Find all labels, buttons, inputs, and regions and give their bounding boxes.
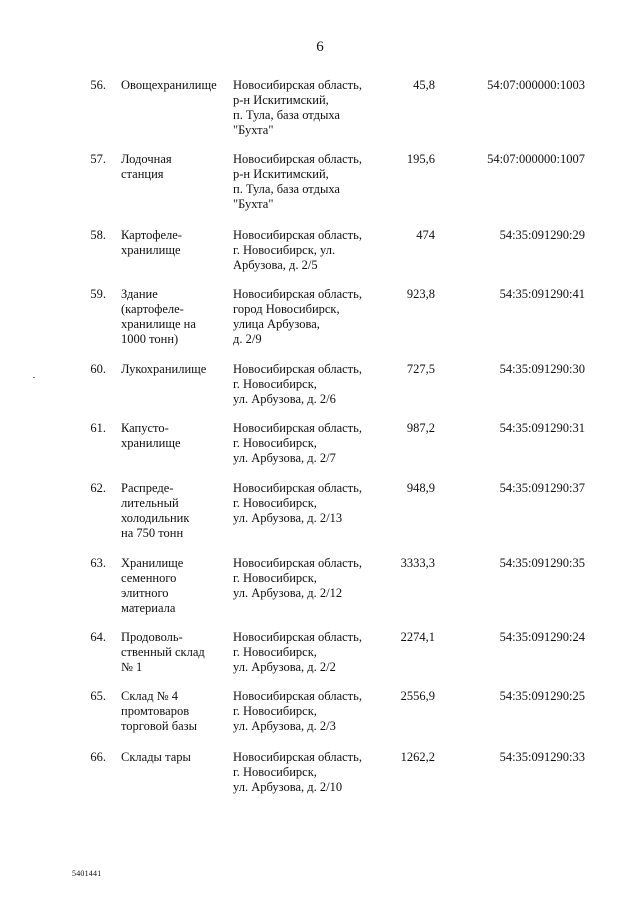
object-area: 3333,3 [400, 556, 435, 570]
object-address-line: улица Арбузова, [233, 317, 320, 331]
object-name-line: Картофеле- [121, 228, 182, 242]
object-name-line: Лодочная [121, 152, 172, 166]
row-number: 65. [90, 689, 106, 703]
object-name-line: Продоволь- [121, 630, 183, 644]
object-address-line: "Бухта" [233, 123, 274, 137]
object-address-line: ул. Арбузова, д. 2/13 [233, 511, 343, 525]
cadastral-number: 54:07:000000:1003 [487, 78, 585, 92]
object-name-line: Здание [121, 287, 158, 301]
object-address [233, 556, 383, 601]
object-address [233, 287, 383, 347]
object-name-line: ственный склад [121, 645, 205, 659]
object-name-line: (картофеле- [121, 302, 184, 316]
object-name-line: Склады тары [121, 750, 191, 764]
object-name [121, 481, 229, 541]
object-address-line: Новосибирская область, [233, 630, 362, 644]
object-name-line: Капусто- [121, 421, 169, 435]
object-address-line: г. Новосибирск, [233, 496, 317, 510]
object-area: 195,6 [406, 152, 435, 166]
row-number: 56. [90, 78, 106, 92]
object-address-line: Новосибирская область, [233, 78, 362, 92]
object-address [233, 481, 383, 526]
row-number: 59. [90, 287, 106, 301]
object-address-line: Новосибирская область, [233, 481, 362, 495]
object-name-line: лительный [121, 496, 179, 510]
object-name-line: станция [121, 167, 164, 181]
object-address-line: г. Новосибирск, [233, 377, 317, 391]
page-number: 6 [316, 39, 324, 55]
object-address-line: р-н Искитимский, [233, 167, 329, 181]
object-address-line: ул. Арбузова, д. 2/6 [233, 392, 336, 406]
object-address-line: р-н Искитимский, [233, 93, 329, 107]
object-name-line: на 750 тонн [121, 526, 184, 540]
object-address-line: Новосибирская область, [233, 152, 362, 166]
object-name-line: семенного [121, 571, 177, 585]
object-name-line: Хранилище [121, 556, 184, 570]
scan-mark [33, 377, 35, 378]
object-address-line: город Новосибирск, [233, 302, 340, 316]
object-address [233, 689, 383, 734]
object-address [233, 421, 383, 466]
object-address-line: Новосибирская область, [233, 421, 362, 435]
object-name [121, 228, 229, 258]
object-address-line: п. Тула, база отдыха [233, 182, 340, 196]
object-name-line: Распреде- [121, 481, 174, 495]
object-address-line: г. Новосибирск, [233, 704, 317, 718]
object-address [233, 750, 383, 795]
object-address [233, 228, 383, 273]
object-address-line: ул. Арбузова, д. 2/7 [233, 451, 336, 465]
object-address-line: ул. Арбузова, д. 2/12 [233, 586, 343, 600]
object-name-line: торговой базы [121, 719, 197, 733]
object-area: 1262,2 [400, 750, 435, 764]
cadastral-number: 54:35:091290:33 [499, 750, 585, 764]
object-address-line: Новосибирская область, [233, 362, 362, 376]
object-name [121, 630, 229, 675]
object-address-line: г. Новосибирск, ул. [233, 243, 336, 257]
cadastral-number: 54:07:000000:1007 [487, 152, 585, 166]
cadastral-number: 54:35:091290:35 [499, 556, 585, 570]
object-name-line: № 1 [121, 660, 143, 674]
cadastral-number: 54:35:091290:30 [499, 362, 585, 376]
object-name-line: хранилище на [121, 317, 196, 331]
row-number: 62. [90, 481, 106, 495]
row-number: 58. [90, 228, 106, 242]
object-name-line: Лукохранилище [121, 362, 207, 376]
object-name-line: материала [121, 601, 176, 615]
object-name [121, 556, 229, 616]
object-area: 2274,1 [400, 630, 435, 644]
object-name [121, 287, 229, 347]
cadastral-number: 54:35:091290:41 [499, 287, 585, 301]
row-number: 64. [90, 630, 106, 644]
object-address-line: ул. Арбузова, д. 2/10 [233, 780, 343, 794]
object-area: 987,2 [406, 421, 435, 435]
object-name-line: хранилище [121, 243, 181, 257]
object-address-line: ул. Арбузова, д. 2/2 [233, 660, 336, 674]
object-address [233, 152, 383, 212]
object-address-line: п. Тула, база отдыха [233, 108, 340, 122]
object-area: 474 [416, 228, 435, 242]
object-address [233, 630, 383, 675]
object-address-line: Новосибирская область, [233, 689, 362, 703]
object-address-line: г. Новосибирск, [233, 765, 317, 779]
object-address-line: Арбузова, д. 2/5 [233, 258, 318, 272]
object-name [121, 750, 229, 765]
cadastral-number: 54:35:091290:37 [499, 481, 585, 495]
object-name-line: холодильник [121, 511, 190, 525]
object-name-line: элитного [121, 586, 169, 600]
row-number: 60. [90, 362, 106, 376]
row-number: 61. [90, 421, 106, 435]
object-name-line: хранилище [121, 436, 181, 450]
object-address-line: г. Новосибирск, [233, 436, 317, 450]
object-address-line: ул. Арбузова, д. 2/3 [233, 719, 336, 733]
object-name [121, 152, 229, 182]
object-name [121, 362, 229, 377]
object-name-line: промтоваров [121, 704, 190, 718]
row-number: 66. [90, 750, 106, 764]
cadastral-number: 54:35:091290:31 [499, 421, 585, 435]
object-area: 2556,9 [400, 689, 435, 703]
object-address [233, 78, 383, 138]
document-code: 5401441 [72, 869, 102, 878]
row-number: 63. [90, 556, 106, 570]
object-address-line: г. Новосибирск, [233, 645, 317, 659]
object-address-line: Новосибирская область, [233, 750, 362, 764]
object-name-line: 1000 тонн) [121, 332, 179, 346]
object-name [121, 689, 229, 734]
object-name-line: Овощехранилище [121, 78, 217, 92]
object-area: 45,8 [413, 78, 435, 92]
object-area: 923,8 [406, 287, 435, 301]
object-address [233, 362, 383, 407]
object-address-line: "Бухта" [233, 197, 274, 211]
object-address-line: Новосибирская область, [233, 287, 362, 301]
cadastral-number: 54:35:091290:25 [499, 689, 585, 703]
object-address-line: Новосибирская область, [233, 556, 362, 570]
object-address-line: г. Новосибирск, [233, 571, 317, 585]
cadastral-number: 54:35:091290:29 [499, 228, 585, 242]
object-address-line: Новосибирская область, [233, 228, 362, 242]
row-number: 57. [90, 152, 106, 166]
object-address-line: д. 2/9 [233, 332, 262, 346]
object-name-line: Склад № 4 [121, 689, 178, 703]
object-name [121, 78, 229, 93]
object-name [121, 421, 229, 451]
object-area: 727,5 [406, 362, 435, 376]
object-area: 948,9 [406, 481, 435, 495]
cadastral-number: 54:35:091290:24 [499, 630, 585, 644]
